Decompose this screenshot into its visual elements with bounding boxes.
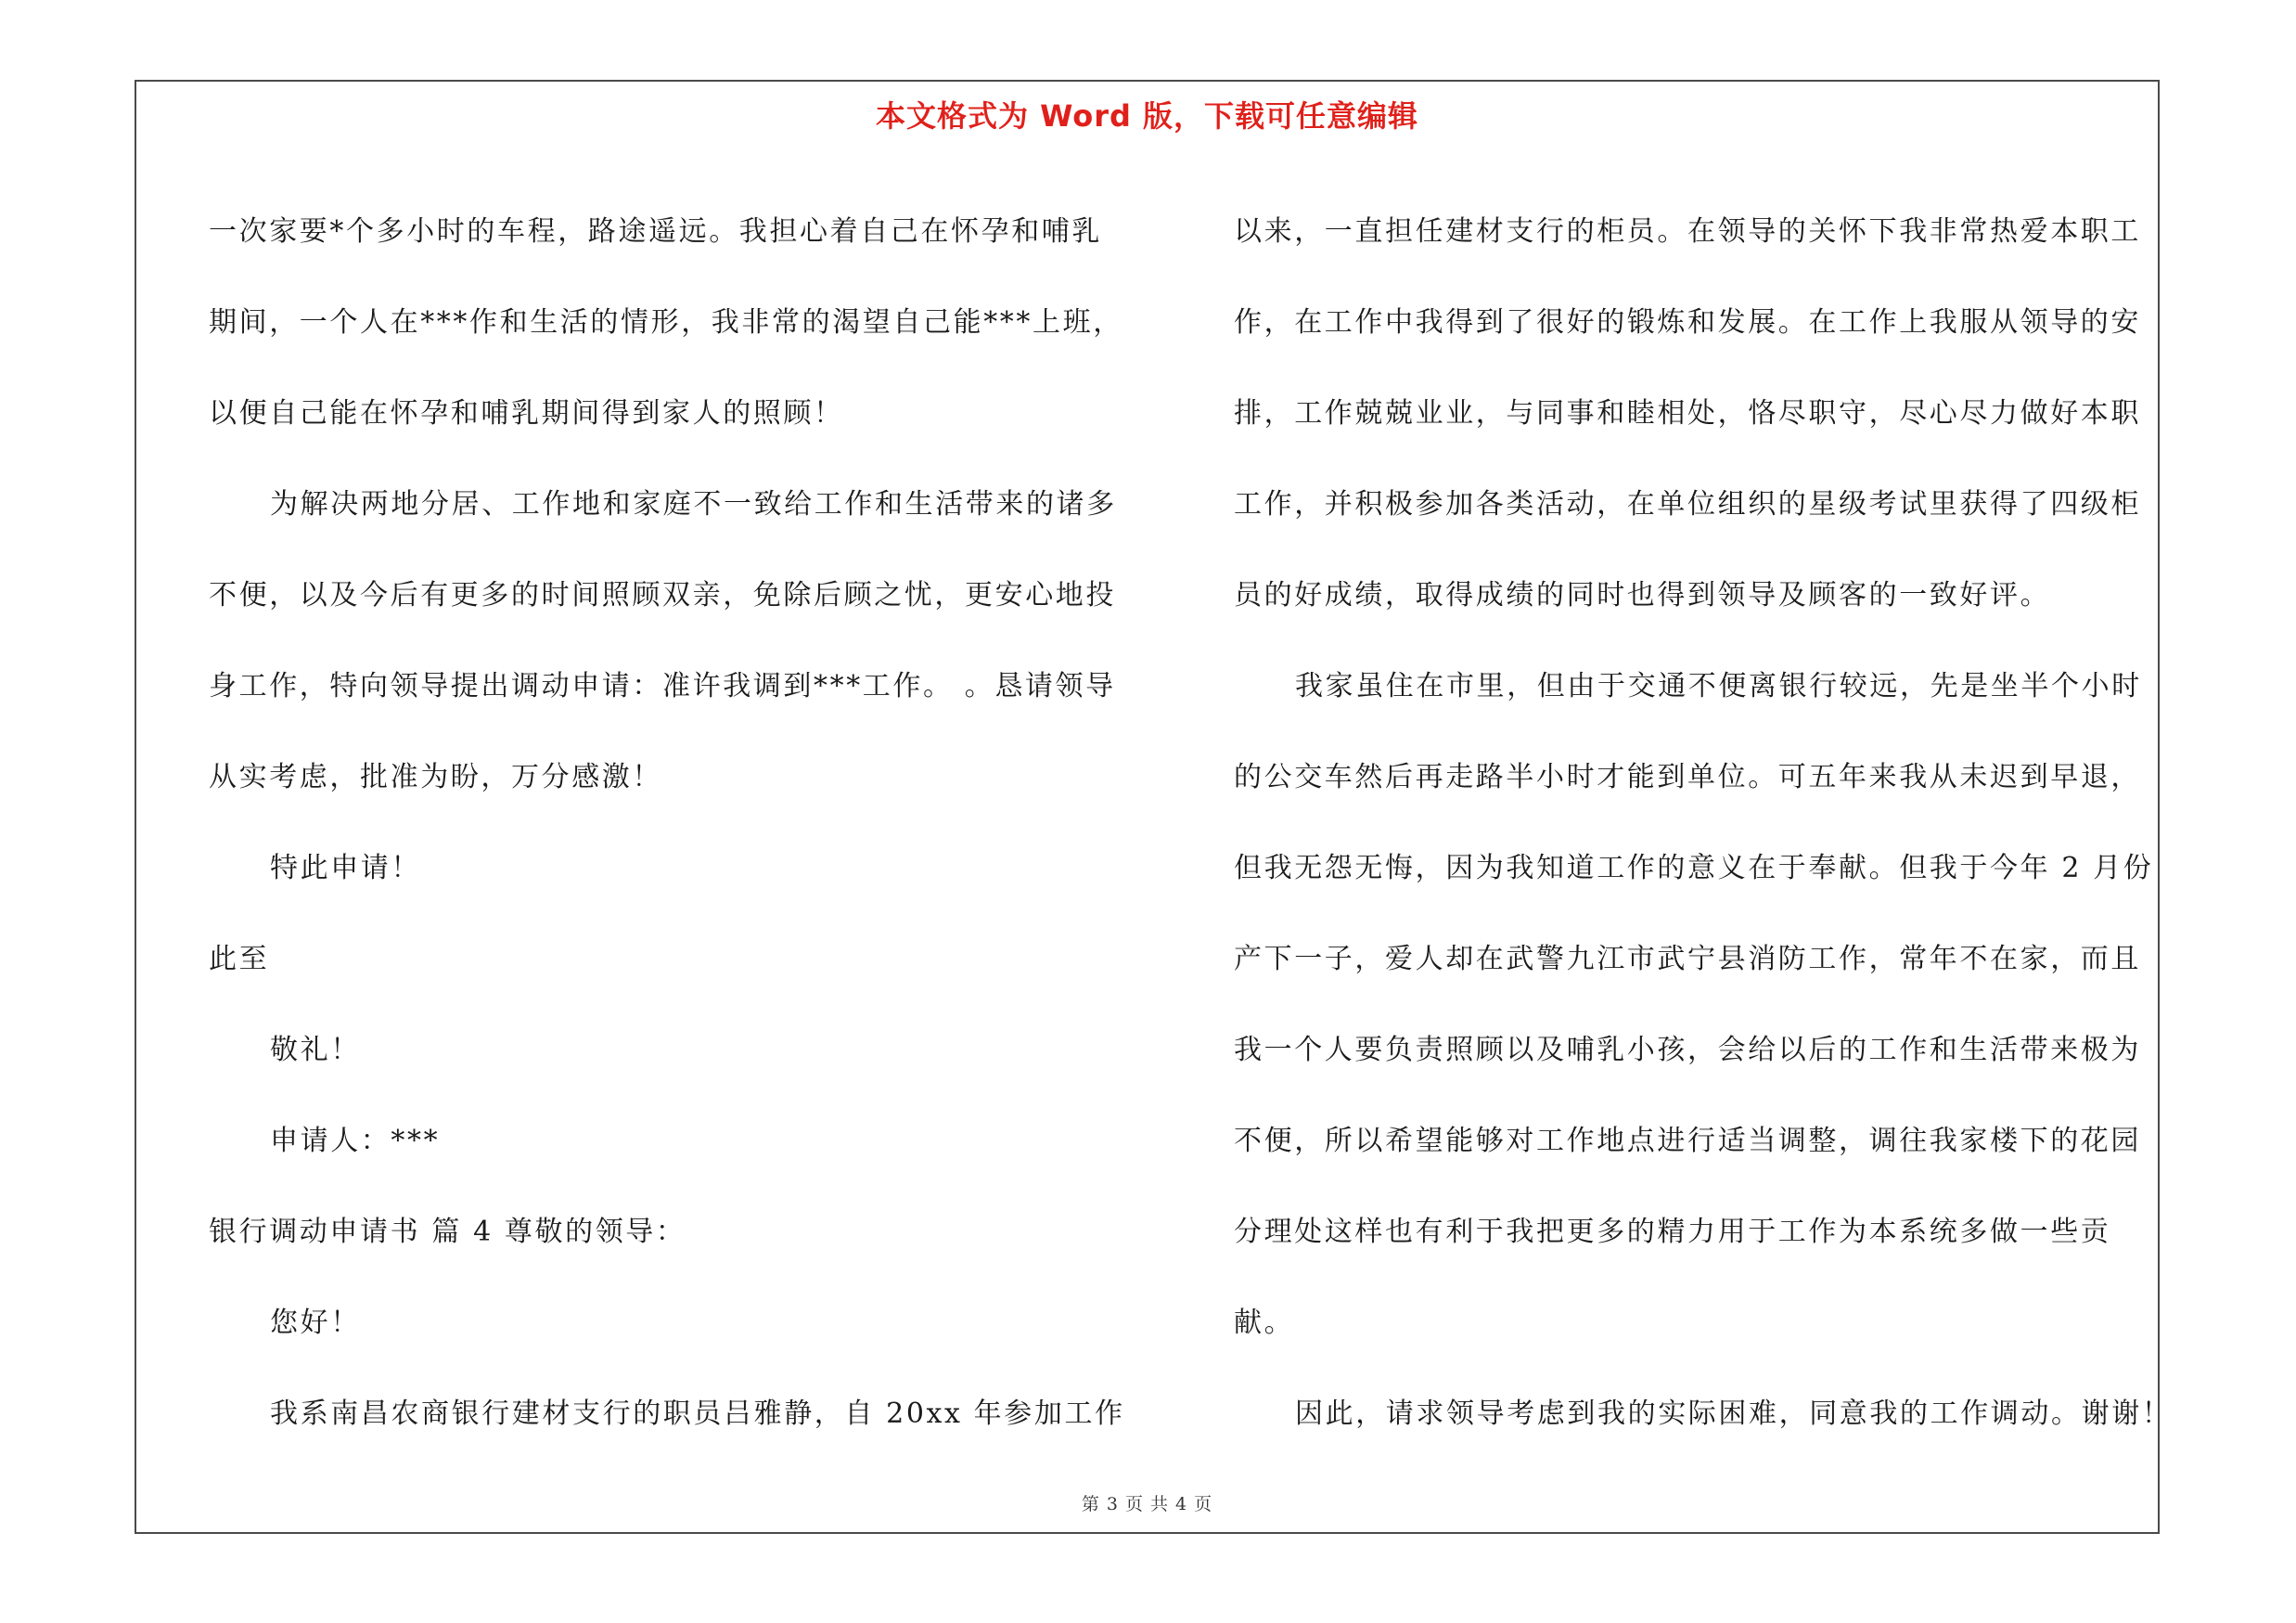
right-column: [1234, 187, 2173, 1460]
text-line: 献。: [1234, 1307, 1295, 1339]
text-line: 作，在工作中我得到了很好的锻炼和发展。在工作上我服从领导的安: [1234, 306, 2141, 339]
text-line: 从实考虑，批准为盼，万分感激！: [209, 761, 662, 793]
text-line: 为解决两地分居、工作地和家庭不一致给工作和生活带来的诸多: [270, 488, 1117, 521]
text-line: 但我无怨无悔，因为我知道工作的意义在于奉献。但我于今年 2 月份: [1234, 852, 2154, 884]
text-line: 以来，一直担任建材支行的柜员。在领导的关怀下我非常热爱本职工: [1234, 215, 2141, 248]
text-line: 申请人：***: [270, 1125, 441, 1157]
text-line: 一次家要*个多小时的车程，路途遥远。我担心着自己在怀孕和哺乳: [209, 215, 1102, 248]
text-line: 工作，并积极参加各类活动，在单位组织的星级考试里获得了四级柜: [1234, 488, 2141, 521]
text-line: 产下一子，爱人却在武警九江市武宁县消防工作，常年不在家，而且: [1234, 943, 2141, 975]
format-banner: 本文格式为 Word 版，下载可任意编辑: [875, 98, 1419, 134]
text-line: 我系南昌农商银行建材支行的职员吕雅静，自 20xx 年参加工作: [270, 1398, 1125, 1430]
text-line: 特此申请！: [270, 852, 421, 884]
left-column: [209, 187, 1127, 1460]
text-line: 不便，以及今后有更多的时间照顾双亲，免除后顾之忧，更安心地投: [209, 579, 1116, 612]
text-line: 银行调动申请书 篇 4 尊敬的领导：: [209, 1216, 686, 1248]
text-line: 期间，一个人在***作和生活的情形，我非常的渴望自己能***上班，: [209, 306, 1123, 339]
text-line: 我一个人要负责照顾以及哺乳小孩，会给以后的工作和生活带来极为: [1234, 1034, 2141, 1066]
text-line: 我家虽住在市里，但由于交通不便离银行较远，先是坐半个小时: [1295, 670, 2142, 702]
page-indicator: 第 3 页 共 4 页: [1081, 1494, 1213, 1514]
text-line: 您好！: [270, 1307, 361, 1339]
page-frame: [135, 80, 2173, 1534]
text-line: 因此，请求领导考虑到我的实际困难，同意我的工作调动。谢谢！: [1295, 1398, 2173, 1430]
text-line: 此至: [209, 943, 270, 975]
text-line: 以便自己能在怀孕和哺乳期间得到家人的照顾！: [209, 397, 844, 430]
text-line: 分理处这样也有利于我把更多的精力用于工作为本系统多做一些贡: [1234, 1216, 2111, 1248]
text-line: 身工作，特向领导提出调动申请：准许我调到***工作。 。恳请领导: [209, 670, 1116, 702]
text-line: 员的好成绩，取得成绩的同时也得到领导及顾客的一致好评。: [1234, 579, 2051, 612]
text-line: 排，工作兢兢业业，与同事和睦相处，恪尽职守，尽心尽力做好本职: [1234, 397, 2141, 430]
text-line: 不便，所以希望能够对工作地点进行适当调整，调往我家楼下的花园: [1234, 1125, 2141, 1157]
text-line: 的公交车然后再走路半小时才能到单位。可五年来我从未迟到早退，: [1234, 761, 2141, 793]
text-line: 敬礼！: [270, 1034, 361, 1066]
